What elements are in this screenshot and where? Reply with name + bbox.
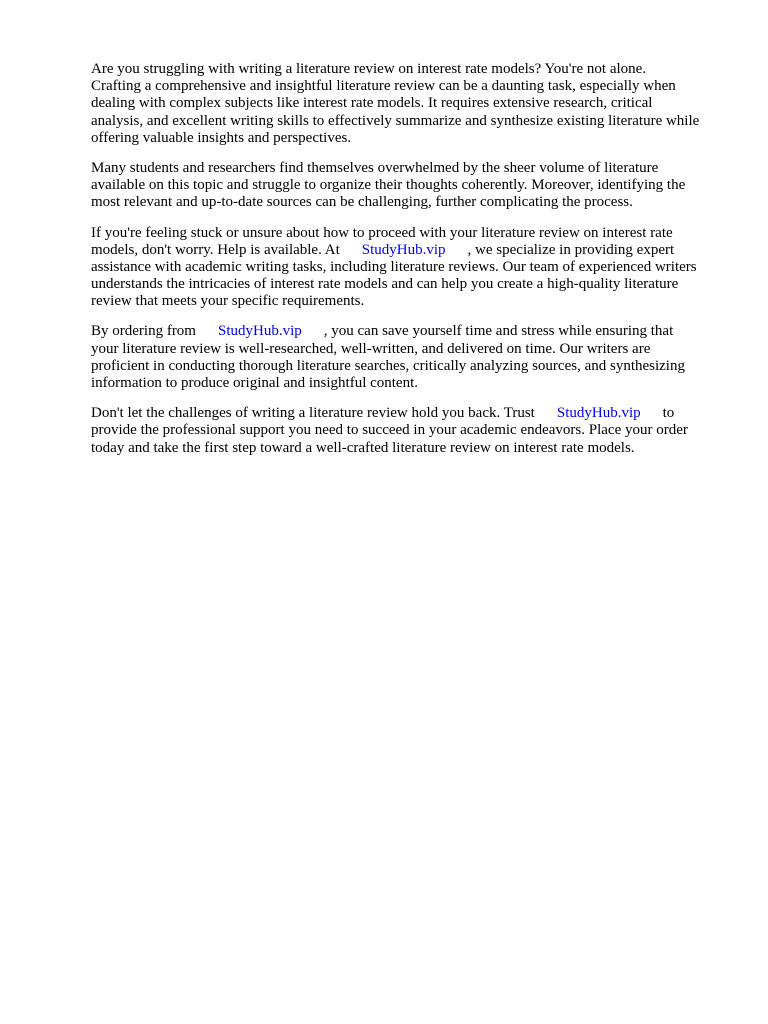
text-line: analysis, and excellent writing skills to effectively summarize and synthesize existing literature while — [91, 112, 700, 129]
text-segment: models, don't worry. Help is available. At — [91, 241, 340, 258]
text-line: information to produce original and insightful content. — [91, 375, 419, 391]
text-line: review that meets your specific requirements. — [91, 293, 365, 310]
text-line: most relevant and up-to-date sources can be challenging, further complicating the process. — [91, 194, 633, 211]
paragraph-ordering — [91, 323, 727, 392]
text-line: Many students and researchers find themselves overwhelmed by the sheer volume of literature — [91, 159, 659, 176]
text-line: your literature review is well-researched, well-written, and delivered on time. Our writers are — [91, 340, 651, 357]
document-body — [91, 61, 727, 470]
text-segment: , you can save yourself time and stress while ensuring that — [323, 323, 674, 340]
paragraph-intro — [91, 61, 727, 147]
text-line: offering valuable insights and perspectives. — [91, 129, 352, 146]
text-line-with-link — [91, 242, 727, 259]
paragraph-closing — [91, 405, 727, 457]
text-line: understands the intricacies of interest rate models and can help you create a high-quality literature — [91, 276, 679, 293]
text-segment: , we specialize in providing expert — [467, 241, 675, 258]
text-line: Are you struggling with writing a literature review on interest rate models? You're not alone. — [91, 61, 647, 77]
text-line-with-link — [91, 405, 727, 422]
text-line: proficient in conducting thorough literature searches, critically analyzing sources, and synthesizing — [91, 357, 685, 374]
text-line: If you're feeling stuck or unsure about how to proceed with your literature review on interest rate — [91, 224, 673, 241]
paragraph-overwhelmed — [91, 160, 727, 212]
text-line: today and take the first step toward a well-crafted literature review on interest rate models. — [91, 439, 635, 456]
paragraph-help — [91, 225, 727, 311]
text-segment: to — [662, 405, 675, 422]
text-line: Crafting a comprehensive and insightful literature review can be a daunting task, especially when — [91, 78, 676, 95]
text-line: dealing with complex subjects like interest rate models. It requires extensive research, critical — [91, 95, 653, 112]
text-segment: Don't let the challenges of writing a literature review hold you back. Trust — [91, 405, 535, 422]
text-line: assistance with academic writing tasks, including literature reviews. Our team of experienced writers — [91, 258, 697, 275]
studyhub-link[interactable]: StudyHub.vip — [361, 241, 446, 258]
studyhub-link[interactable]: StudyHub.vip — [217, 323, 302, 340]
studyhub-link[interactable]: StudyHub.vip — [556, 405, 641, 422]
text-segment: By ordering from — [91, 323, 196, 340]
text-line: available on this topic and struggle to organize their thoughts coherently. Moreover, identifying the — [91, 177, 686, 194]
text-line: provide the professional support you need to succeed in your academic endeavors. Place your order — [91, 422, 688, 439]
text-line-with-link — [91, 323, 727, 340]
